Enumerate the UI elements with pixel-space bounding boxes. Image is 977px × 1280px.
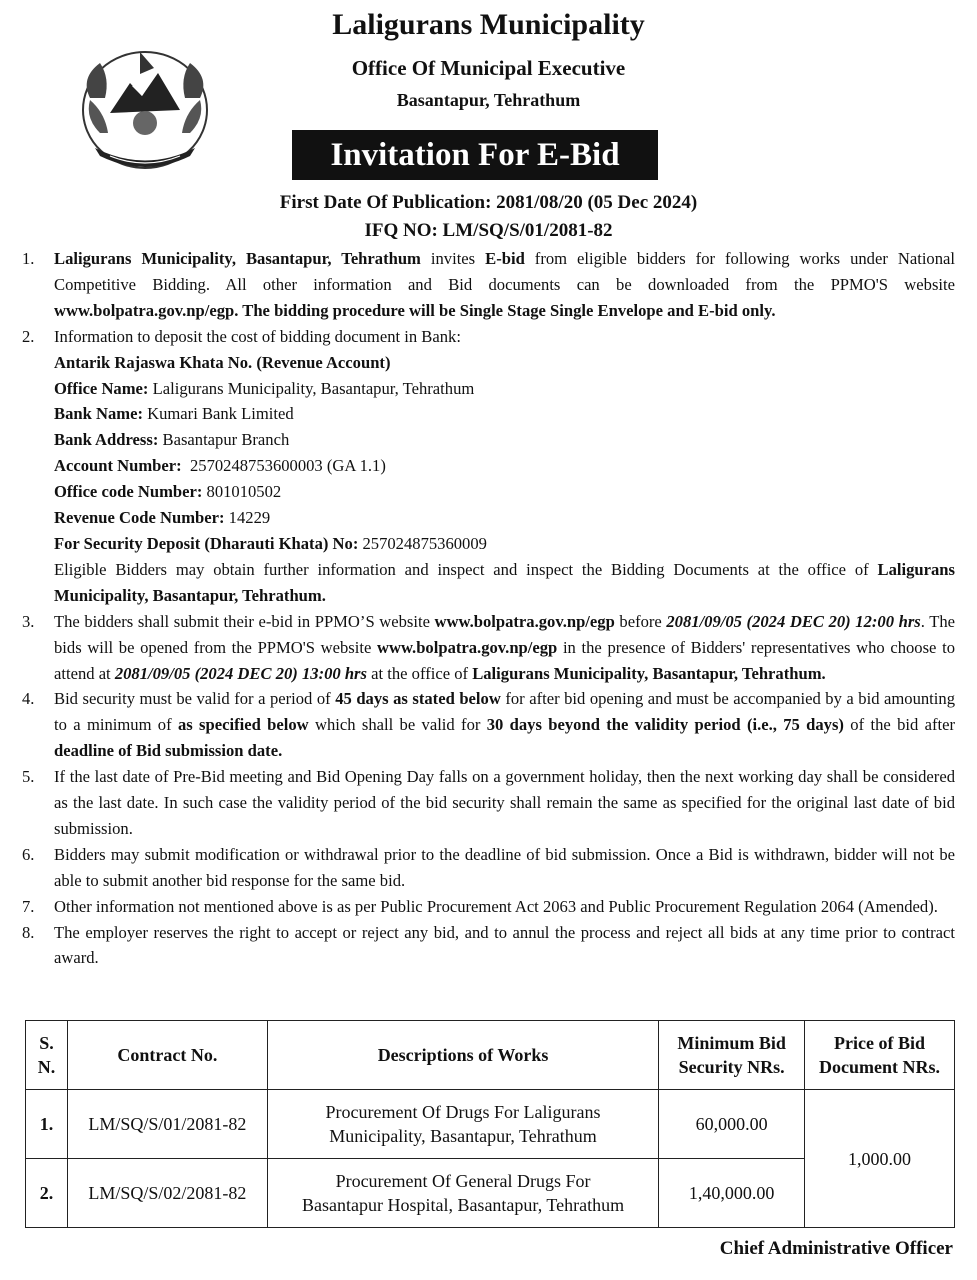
clause-text: Laligurans Municipality, Basantapur, Tehrathum [54,249,421,268]
notice-banner: Invitation For E-Bid [292,130,658,180]
clause-text: Other information not mentioned above is as per Public Procurement Act 2063 and Public Procurement Regulation 2064 (Amended). [54,896,938,916]
notice-body [22,246,955,971]
account-number-row [54,453,955,479]
security-deposit-row [54,531,955,557]
bid-table [25,1020,955,1228]
contract-cell: LM/SQ/S/01/2081-82 [67,1090,267,1159]
description-cell [267,1159,658,1228]
price-header [805,1021,955,1090]
clause-number: 1. [22,249,35,268]
sn-cell: 1. [26,1090,68,1159]
field-value: 14229 [224,508,271,528]
field-value: Basantapur Branch [158,430,290,450]
clause-text: deadline of Bid submission date. [54,741,283,761]
security-cell: 60,000.00 [659,1090,805,1159]
clause-7 [22,894,955,920]
clause-text: 45 days as stated below [335,689,501,709]
clause-5 [22,764,955,842]
municipality-title: Laligurans Municipality [332,8,645,41]
clause-6 [22,842,955,894]
clause-text: from eligible bidders for following works under National Competitive Bidding. All other information and Bid documents can be downloaded from the PPMO'S website [54,249,956,294]
description-cell [267,1090,658,1159]
field-label: Office code Number: [54,482,203,502]
clause-text: of the bid after [843,715,955,735]
clause-text: 30 days beyond the validity period (i.e., 75 days) [486,715,844,735]
field-value: Kumari Bank Limited [142,404,294,424]
description-text: Municipality, Basantapur, Tehrathum [329,1126,597,1146]
clause-text: Bidders may submit modification or withdrawal prior to the deadline of bid submission. Once a Bid is withdrawn, bidder will not be able to submit another bid response for the same bid. [54,844,955,890]
clause-text: . The bids will be opened from the PPMO'S website [54,611,955,657]
description-text: Procurement Of Drugs For Laligurans [325,1102,601,1122]
header-text: Minimum Bid [677,1033,786,1053]
header-text: S. [39,1033,54,1053]
clause-text: invites [420,249,486,268]
ifq-number: IFQ NO: LM/SQ/S/01/2081-82 [364,220,613,241]
price-cell: 1,000.00 [805,1090,955,1228]
publication-date: First Date Of Publication: 2081/08/20 (05 Dec 2024) [279,192,698,213]
contract-header: Contract No. [67,1021,267,1090]
clause-text: Laligurans Municipality, Basantapur, Tehrathum. [54,559,955,605]
clause-text: www.bolpatra.gov.np/egp. The bidding procedure will be Single Stage Single Envelope and E-bid only. [54,300,776,320]
table-header-row [26,1021,955,1090]
description-text: Procurement Of General Drugs For [335,1171,591,1191]
clause-number: 7. [22,896,35,916]
office-code-row [54,479,955,505]
clause-text: The employer reserves the right to accept or reject any bid, and to annul the process and reject all bids at any time prior to contract award. [54,922,955,968]
field-label: Bank Address: [54,430,159,450]
header-text: N. [37,1057,56,1077]
sn-cell: 2. [26,1159,68,1228]
field-label: Account Number: [54,456,182,476]
clause-number: 8. [22,922,35,942]
office-name-row [54,376,955,402]
field-label: Revenue Code Number: [54,508,225,528]
clause-number: 5. [22,767,35,787]
clause-text: Information to deposit the cost of bidding document in Bank: [54,326,461,346]
field-value: 801010502 [202,482,282,502]
clause-text: as specified below [177,715,309,735]
clause-4 [22,686,955,764]
header-text: Document NRs. [819,1057,941,1077]
revenue-account-heading: Antarik Rajaswa Khata No. (Revenue Account) [54,352,391,372]
clause-1 [22,246,955,324]
description-header: Descriptions of Works [267,1021,658,1090]
clause-text: Laligurans Municipality, Basantapur, Tehrathum. [472,663,826,683]
sn-header [26,1021,68,1090]
header-text: Price of Bid [834,1033,926,1053]
website-link: www.bolpatra.gov.np/egp [434,611,615,631]
clause-text: for after bid opening and must be accompanied by a bid amounting to a minimum of [54,689,956,735]
bank-name-row [54,401,955,427]
submission-deadline: 2081/09/05 (2024 DEC 20) 12:00 hrs [666,611,921,631]
clause-2 [22,324,955,609]
clause-text: The bidders shall submit their e-bid in PPMO’S website [54,611,435,631]
field-value: 257024875360009 [358,533,487,553]
security-header [659,1021,805,1090]
clause-text: If the last date of Pre-Bid meeting and Bid Opening Day falls on a government holiday, then the next working day shall be considered as the last date. In such case the validity period of the bid security shall remain the same as specified for the original last date of bid submission. [54,767,955,838]
revenue-code-row [54,505,955,531]
table-row [26,1090,955,1159]
field-label: For Security Deposit (Dharauti Khata) No: [54,533,359,553]
clause-text: at the office of [366,663,473,683]
description-text: Basantapur Hospital, Basantapur, Tehrathum [301,1195,625,1215]
office-location: Basantapur, Tehrathum [396,90,581,110]
clause-text: in the presence of Bidders' representatives who choose to attend at [54,637,955,683]
opening-time: 2081/09/05 (2024 DEC 20) 13:00 hrs [114,663,367,683]
clause-number: 4. [22,689,35,709]
field-label: Office Name: [54,378,149,398]
field-label: Bank Name: [54,404,143,424]
clause-number: 6. [22,844,35,864]
clause-text: Bid security must be valid for a period of [54,689,336,709]
clause-number: 2. [22,326,35,346]
security-cell: 1,40,000.00 [659,1159,805,1228]
clause-text: Eligible Bidders may obtain further information and inspect and inspect the Bidding Documents at the office of [54,559,878,579]
website-link: www.bolpatra.gov.np/egp [377,637,558,657]
clause-text: before [614,611,667,631]
clause-3 [22,609,955,687]
contract-cell: LM/SQ/S/02/2081-82 [67,1159,267,1228]
clause-number: 3. [22,611,35,631]
clause-8 [22,920,955,972]
bank-address-row [54,427,955,453]
field-value: Laligurans Municipality, Basantapur, Tehrathum [148,378,475,398]
header-text: Security NRs. [678,1057,785,1077]
clause-text: which shall be valid for [308,715,487,735]
clause-text: E-bid [485,249,525,268]
field-value: 2570248753600003 (GA 1.1) [181,456,386,476]
signature-title: Chief Administrative Officer [719,1238,953,1259]
office-name: Office Of Municipal Executive [351,56,626,80]
